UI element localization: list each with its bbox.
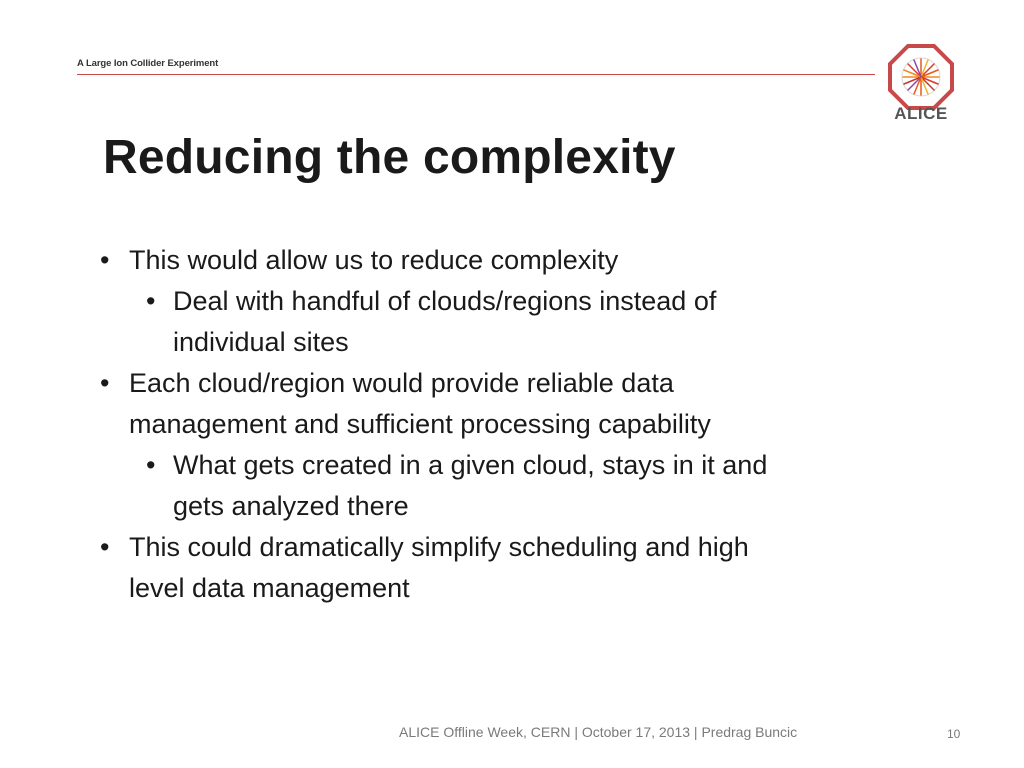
alice-logo-text: ALICE: [894, 104, 948, 123]
bullet-line: This could dramatically simplify scheduling and high: [129, 532, 749, 562]
bullet-line: Each cloud/region would provide reliable data: [129, 368, 674, 398]
sub-bullet-item: [100, 445, 940, 527]
bullet-line: management and sufficient processing capability: [129, 409, 711, 439]
sub-bullet-line: What gets created in a given cloud, stays in it and: [173, 450, 768, 480]
bullet-dot: •: [100, 368, 110, 398]
sub-bullet-line: gets analyzed there: [173, 491, 409, 521]
slide-title: Reducing the complexity: [103, 131, 676, 184]
bullet-dot: •: [100, 532, 110, 562]
bullet-item: [100, 363, 940, 445]
page-number: 10: [947, 727, 961, 741]
bullet-line: level data management: [129, 573, 410, 603]
bullet-dot: •: [146, 450, 156, 480]
experiment-tagline: A Large Ion Collider Experiment: [77, 58, 219, 69]
sub-bullet-item: [100, 281, 940, 363]
bullet-list: [100, 240, 940, 609]
bullet-text: This would allow us to reduce complexity: [129, 245, 619, 275]
sub-bullet-line: individual sites: [173, 327, 349, 357]
bullet-item: [100, 240, 940, 281]
bullet-item: [100, 527, 940, 609]
sub-bullet-line: Deal with handful of clouds/regions instead of: [173, 286, 717, 316]
footer-text: ALICE Offline Week, CERN | October 17, 2013 | Predrag Buncic: [399, 724, 798, 740]
header-divider: [77, 74, 875, 75]
bullet-dot: •: [146, 286, 156, 316]
bullet-dot: •: [100, 245, 110, 275]
